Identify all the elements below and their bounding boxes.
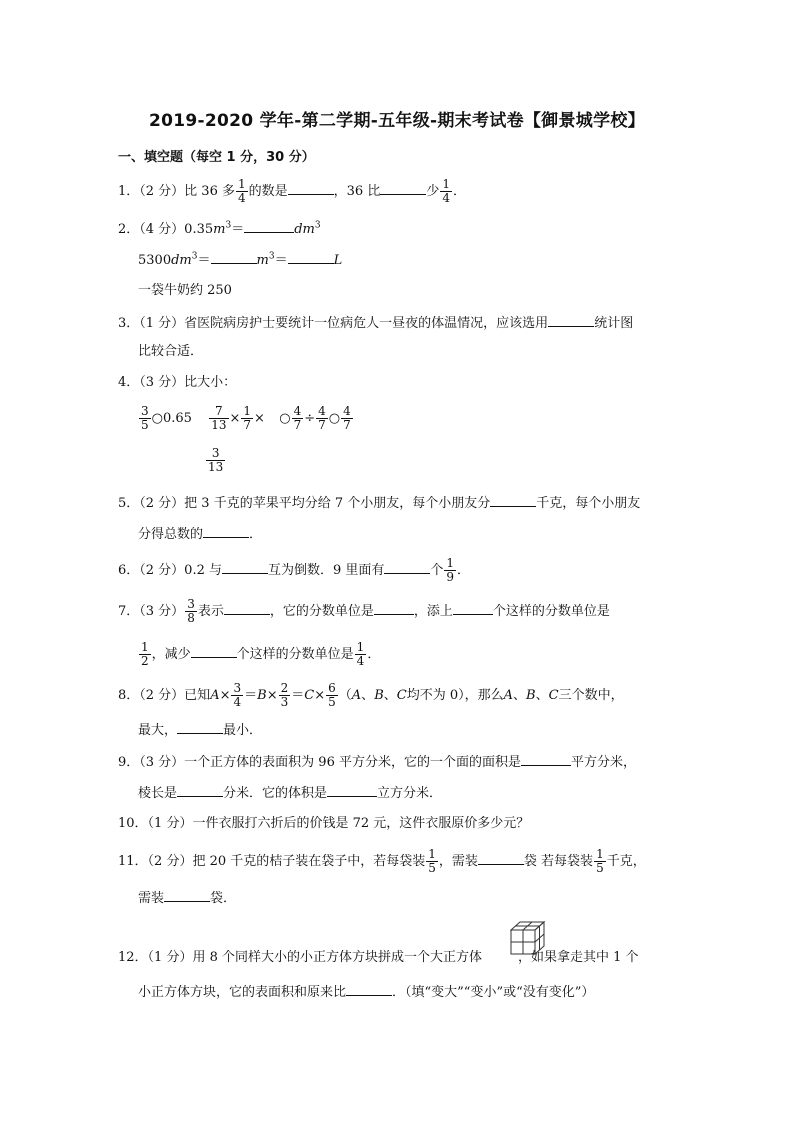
question-3-line-2: 比较合适． [138, 344, 204, 359]
question-text: 少 [426, 184, 440, 199]
question-text: 5．（2 分）把 3 千克的苹果平均分给 7 个小朋友，每个小朋友分 [118, 496, 491, 511]
question-4: 4．（3 分）比大小： [118, 375, 237, 390]
question-5-line-2: 分得总数的 ． [138, 523, 262, 545]
question-text: 9．（3 分）一个正方体的表面积为 96 平方分米，它的一个面的面积是 [118, 755, 521, 770]
fraction: $\frac{3}{13}$ [208, 446, 224, 474]
question-8-line-2: 最大， 最小． [138, 719, 262, 741]
answer-blank[interactable] [203, 523, 249, 538]
answer-blank[interactable] [177, 782, 223, 797]
answer-blank[interactable] [384, 559, 430, 574]
answer-blank[interactable] [327, 782, 377, 797]
cube-icon [510, 920, 546, 956]
question-2-line-2: $5300dm^3= m^3= L$ [138, 249, 342, 271]
answer-blank[interactable] [548, 312, 594, 327]
question-text: 1．（2 分）比 36 多 [118, 184, 235, 199]
question-9: 9．（3 分）一个正方体的表面积为 96 平方分米，它的一个面的面积是 平方分米， [118, 751, 636, 773]
fraction: $\frac{1}{9}$ [446, 556, 455, 584]
question-7-line-2: $\frac{1}{2}$ ，减少 个这样的分数单位是 $\frac{1}{4}$ ． [141, 640, 381, 668]
fraction: $\frac{3}{5}$ [141, 404, 149, 432]
question-text: 3．（1 分）省医院病房护士要统计一位病危人一昼夜的体温情况，应该选用 [118, 316, 549, 331]
answer-blank[interactable] [244, 218, 294, 233]
fraction: $\frac{1}{4}$ [237, 177, 246, 205]
fraction: $\frac{1}{7}$ [243, 404, 252, 432]
fraction: $\frac{4}{7}$ [293, 404, 302, 432]
question-9-line-2: 棱长是 分米．它的体积是 立方分米． [138, 782, 442, 804]
question-1: 1．（2 分）比 36 多 $\frac{1}{4}$ 的数是 ，36 比 少 $\frac{1}{4}$ ． [118, 177, 466, 205]
answer-blank[interactable] [453, 600, 493, 615]
question-text: ，36 比 [333, 184, 381, 199]
answer-blank[interactable] [521, 751, 571, 766]
question-11-line-2: 需装 袋． [138, 887, 236, 909]
question-2-line-3: 一袋牛奶约 250 [138, 283, 232, 298]
fraction: $\frac{1}{4}$ [356, 640, 365, 668]
answer-blank[interactable] [177, 719, 223, 734]
question-11: 11．（2 分）把 20 千克的桔子装在袋子中，若每袋装 $\frac{1}{5}$ ，需装 袋 若每袋装 $\frac{1}{5}$ 千克， [118, 847, 646, 875]
answer-blank[interactable] [374, 600, 414, 615]
answer-blank[interactable] [222, 559, 268, 574]
answer-blank[interactable] [164, 887, 210, 902]
answer-blank[interactable] [211, 249, 257, 264]
question-text: 2．（4 分）0.35 [118, 222, 214, 237]
fraction: $\frac{1}{4}$ [442, 177, 450, 205]
question-text: 的数是 [248, 184, 288, 199]
question-6: 6．（2 分）0.2 与 互为倒数．9 里面有 个 $\frac{1}{9}$ ． [118, 556, 471, 584]
fraction: $\frac{1}{2}$ [141, 640, 149, 668]
question-4-line-2: $\frac{3}{5}$ ○0.65 $\frac{7}{13}$ × $\frac{1}{7}$ × ○ $\frac{4}{7}$ ÷ $\frac{4}{7}$ ○ $\frac{4}{7}$ [141, 404, 351, 432]
question-4-line-3 [205, 447, 226, 474]
question-5: 5．（2 分）把 3 千克的苹果平均分给 7 个小朋友，每个小朋友分 千克，每个小朋友 [118, 492, 640, 514]
answer-blank[interactable] [224, 600, 270, 615]
fraction: $\frac{4}{7}$ [343, 404, 351, 432]
exam-title: 2019-2020 学年-第二学期-五年级-期末考试卷【御景城学校】 [149, 111, 645, 131]
question-2: 2．（4 分）$0.35m^3= dm^3$ [118, 218, 321, 240]
fraction: $\frac{1}{5}$ [428, 847, 436, 875]
question-10: 10．（1 分）一件衣服打六折后的价钱是 72 元，这件衣服原价多少元？ [118, 816, 530, 831]
section-heading: 一、填空题（每空 1 分，30 分） [118, 150, 315, 165]
answer-blank[interactable] [288, 180, 334, 195]
question-text: 6．（2 分）0.2 与 [118, 563, 222, 578]
answer-blank[interactable] [191, 643, 237, 658]
answer-blank[interactable] [490, 492, 536, 507]
fraction: $\frac{7}{13}$ [211, 404, 227, 432]
question-7: 7．（3 分） $\frac{3}{8}$ 表示 ，它的分数单位是 ，添上 个这样的分数单位是 [118, 597, 610, 625]
question-12-line-2: 小正方体方块，它的表面积和原来比 ．（填“变大”“变小”或“没有变化”） [138, 981, 594, 1003]
fraction: $\frac{2}{3}$ [280, 681, 289, 709]
fraction: $\frac{6}{5}$ [328, 681, 336, 709]
question-12: 12．（1 分）用 8 个同样大小的小正方体方块拼成一个大正方体 ，如果拿走其中 1 个 [118, 950, 639, 965]
answer-blank[interactable] [380, 180, 426, 195]
fraction: $\frac{3}{8}$ [187, 597, 195, 625]
answer-blank[interactable] [288, 249, 334, 264]
answer-blank[interactable] [346, 981, 392, 996]
answer-blank[interactable] [478, 850, 524, 865]
fraction: $\frac{4}{7}$ [318, 404, 326, 432]
fraction: $\frac{1}{5}$ [596, 847, 604, 875]
fraction: $\frac{3}{4}$ [233, 681, 242, 709]
question-3: 3．（1 分）省医院病房护士要统计一位病危人一昼夜的体温情况，应该选用 统计图 [118, 312, 633, 334]
question-8: 8．（2 分）已知A× $\frac{3}{4}$ ＝B× $\frac{2}{3}$ ＝C× $\frac{6}{5}$ （A、B、C均不为 0），那么A、B、C三个数中， [118, 681, 624, 709]
